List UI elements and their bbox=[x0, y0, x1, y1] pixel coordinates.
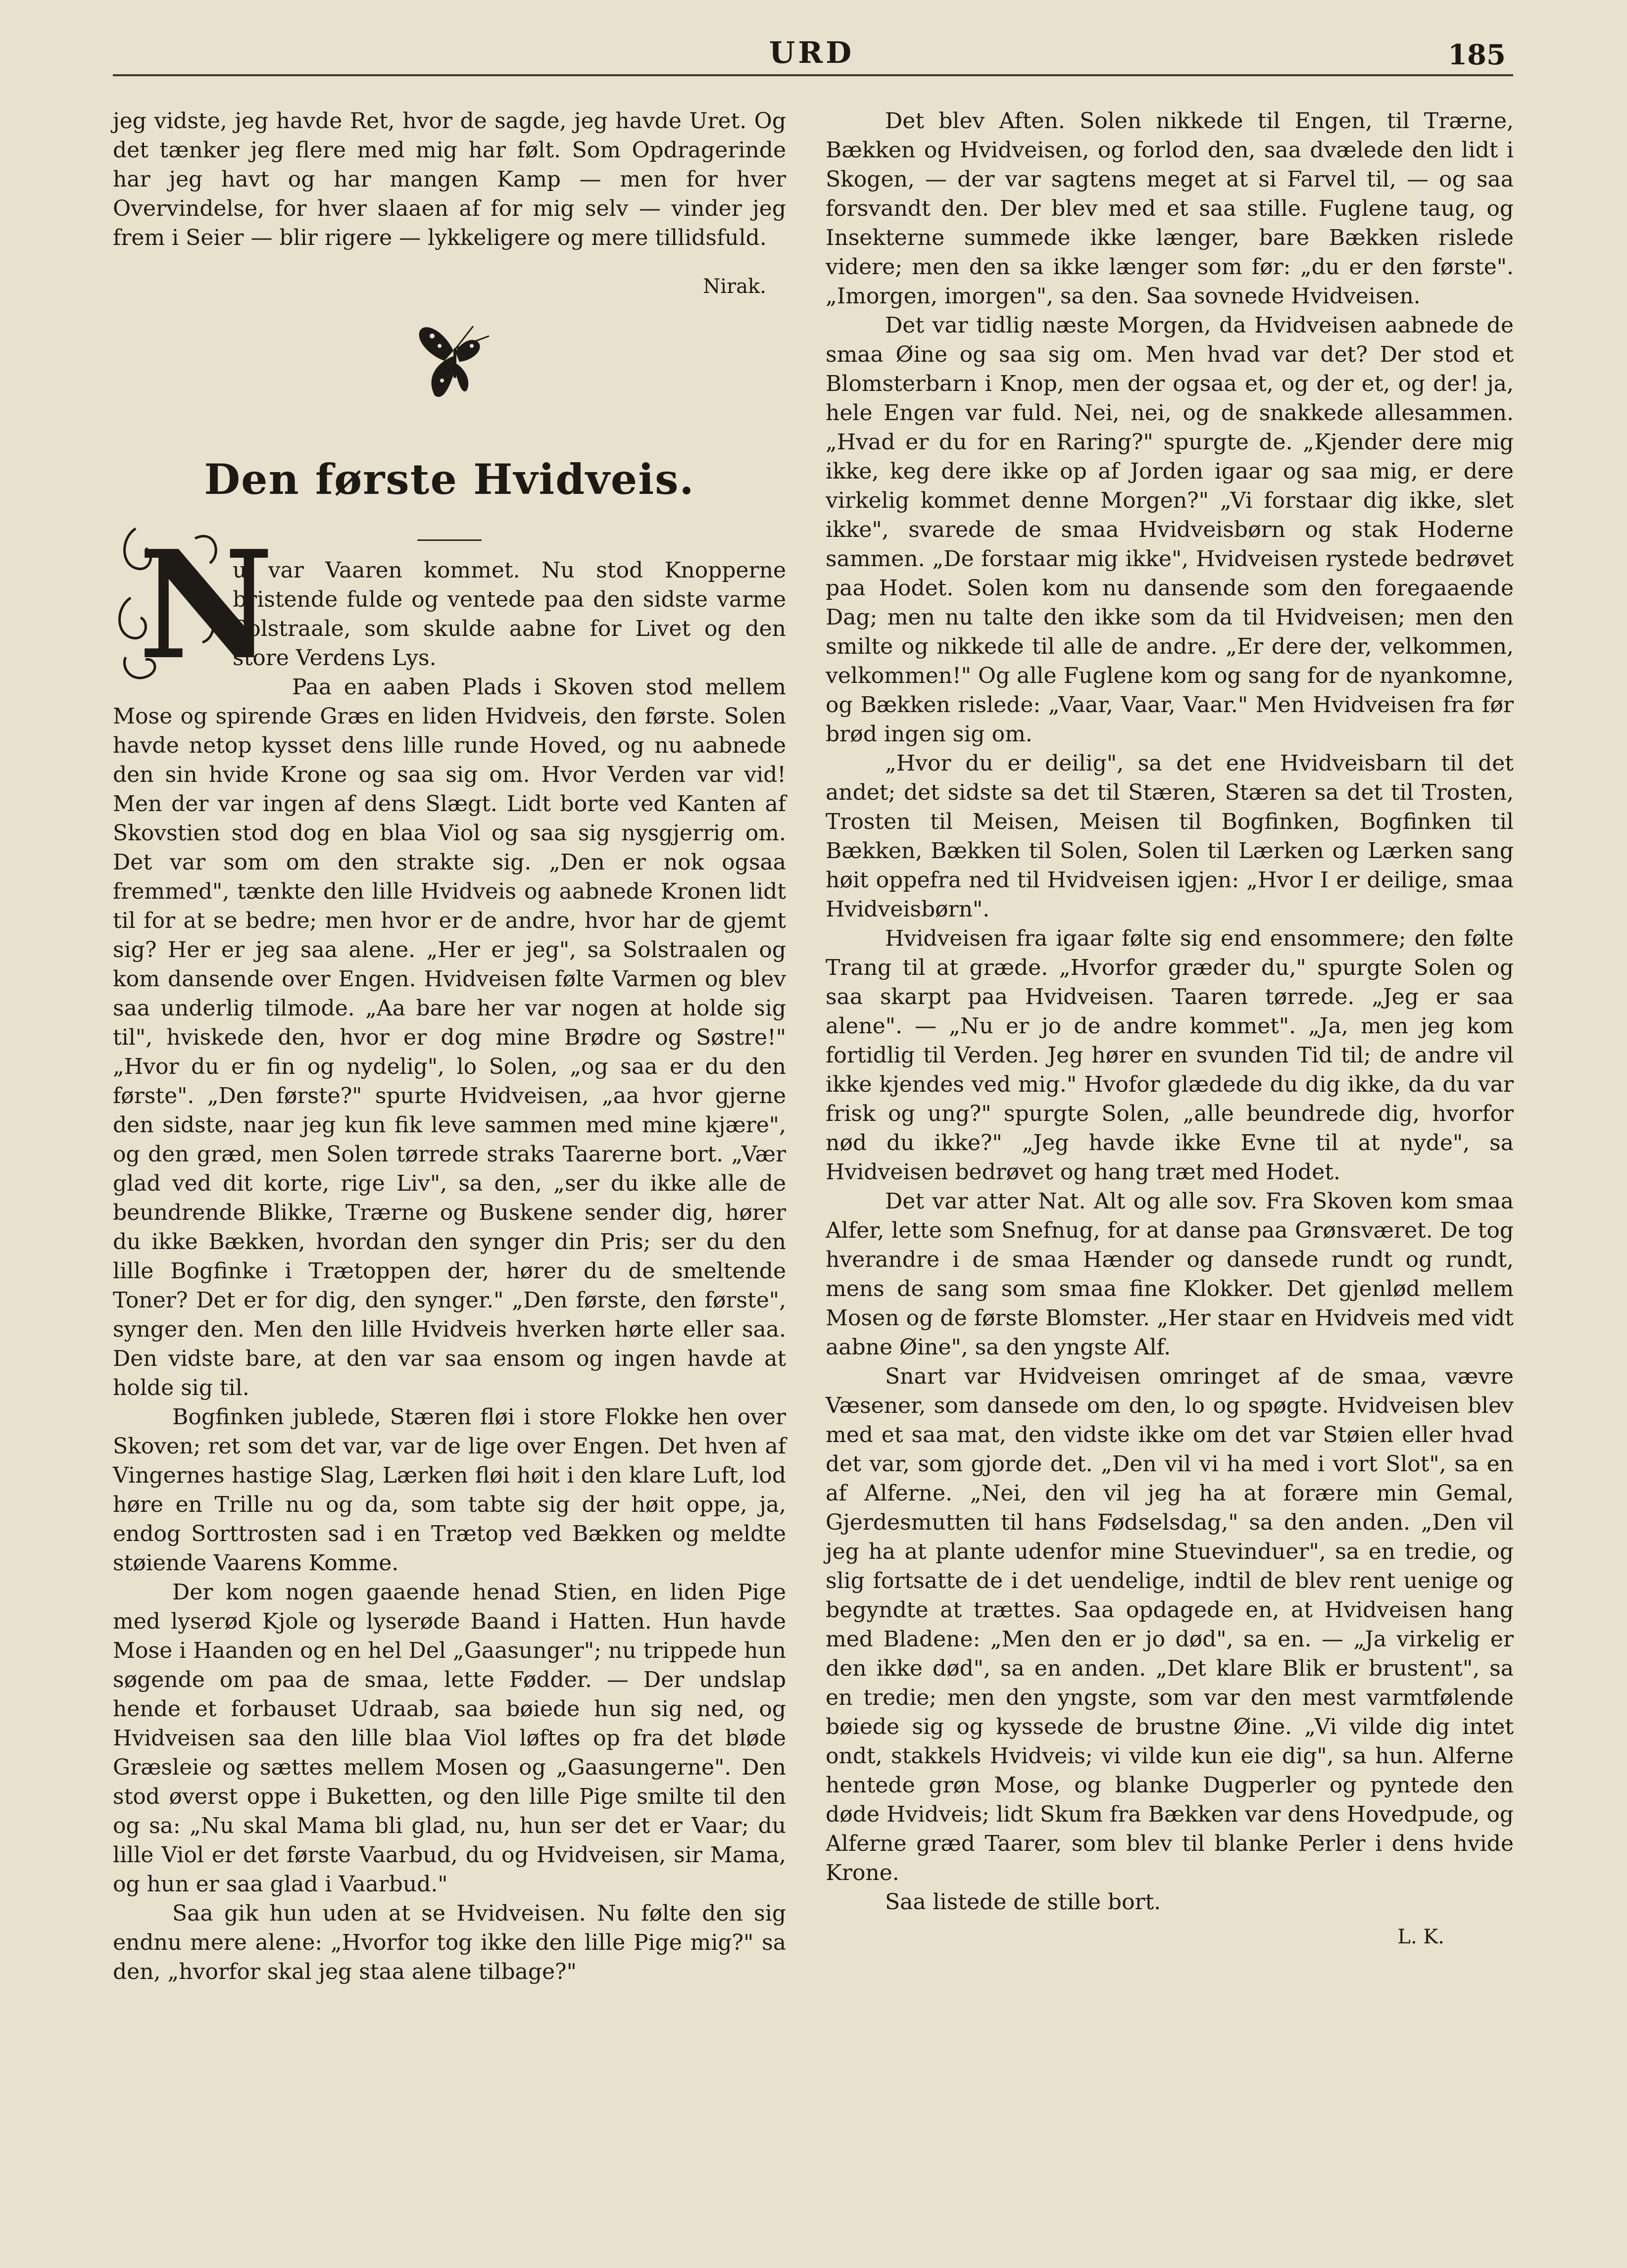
story-paragraph: „Hvor du er deilig", sa det ene Hvidveisbarn til det andet; det sidste sa det til Stæren, Stæren sa det til Trosten, Trosten til Meisen, Meisen til Bogfinken, Bogfinken til Bækken, Bækken til Solen, Solen til Lærken og Lærken sang høit oppefra ned til Hvidveisen igjen: „Hvor I er deilige, smaa Hvidveisbørn". bbox=[826, 751, 1514, 922]
story-paragraph: u var Vaaren kommet. Nu stod Knopperne bristende fulde og ventede paa den sidste varme Solstraale, som skulde aabne for Livet og den store Verdens Lys. bbox=[233, 558, 786, 671]
butterfly-icon bbox=[415, 321, 494, 405]
story-paragraph: Det var tidlig næste Morgen, da Hvidveisen aabnede de smaa Øine og saa sig om. Men hvad var det? Der stod et Blomsterbarn i Knop, men der ogsaa et, og der et, og der! ja, hele Engen var fuld. Nei, nei, og de snakkede allesammen. „Hvad er du for en Raring?" spurgte de. „Kjender dere mig ikke, keg dere ikke op af Jorden igaar og saa mig, er dere virkelig kommet denne Morgen?" „Vi forstaar dig ikke, slet ikke", svarede de smaa Hvidveisbørn og stak Hoderne sammen. „De forstaar mig ikke", Hvidveisen rystede bedrøvet paa Hodet. Solen kom nu dansende som den foregaaende Dag; men nu talte den ikke som da til Hvidveisen; men den smilte og nikkede til alle de andre. „Er dere der, velkommen, velkommen!" Og alle Fuglene kom og sang for de nyankomne, og Bækken rislede: „Vaar, Vaar, Vaar." Men Hvidveisen fra før brød ingen sig om. bbox=[826, 313, 1514, 747]
right-column bbox=[826, 106, 1514, 1952]
story-paragraph: Snart var Hvidveisen omringet af de smaa, vævre Væsener, som dansede om den, lo og spøgte. Hvidveisen blev med et saa mat, den vidste ikke om det var Støien eller hvad det var, som gjorde det. „Den vil vi ha med i vort Slot", sa en af Alferne. „Nei, den vil jeg ha at forære min Gemal, Gjerdesmutten til hans Fødselsdag," sa den anden. „Den vil jeg ha at plante udenfor mine Stuevinduer", sa en tredie, og slig fortsatte de i det uendelige, indtil de blev rent uenige og begyndte at trættes. Saa opdagede en, at Hvidveisen hang med Bladene: „Men den er jo død", sa en. — „Ja virkelig er den ikke død", sa en anden. „Det klare Blik er brustent", sa en tredie; men den yngste, som var den mest varmtfølende bøiede sig og kyssede de brustne Øine. „Vi vilde dig intet ondt, stakkels Hvidveis; vi vilde kun eie dig", sa hun. Alferne hentede grøn Mose, og blanke Dugperler og pyntede den døde Hvidveis; lidt Skum fra Bækken var dens Hovedpude, og Alferne græd Taarer, som blev til blanke Perler i dens hvide Krone. bbox=[826, 1364, 1514, 1885]
left-column bbox=[113, 106, 786, 1986]
story-paragraph: Det var atter Nat. Alt og alle sov. Fra Skoven kom smaa Alfer, lette som Snefnug, for at danse paa Grønsværet. De tog hverandre i de smaa Hænder og dansede rundt og rundt, mens de sang som smaa fine Klokker. Det gjenlød mellem Mosen og de første Blomster. „Her staar en Hvidveis med vidt aabne Øine", sa den yngste Alf. bbox=[826, 1189, 1514, 1360]
ornate-dropcap bbox=[116, 509, 274, 692]
dropcap-letter: N bbox=[138, 518, 274, 692]
story-paragraph: Saa listede de stille bort. bbox=[885, 1889, 1161, 1915]
story-paragraph: Bogfinken jublede, Stæren fløi i store Flokke hen over Skoven; ret som det var, var de lige over Engen. Det hven af Vingernes hastige Slag, Lærken fløi høit i den klare Luft, lod høre en Trille nu og da, som tabte sig der høit oppe, ja, endog Sorttrosten sad i en Trætop ved Bækken og meldte støiende Vaarens Komme. bbox=[113, 1404, 786, 1576]
story-start bbox=[113, 518, 786, 1986]
intro-signature: Nirak. bbox=[703, 275, 766, 298]
story-paragraph: Paa en aaben Plads i Skoven stod mellem Mose og spirende Græs en liden Hvidveis, den første. Solen havde netop kysset dens lille runde Hoved, og nu aabnede den sin hvide Krone og saa sig om. Hvor Verden var vid! Men der var ingen af dens Slægt. Lidt borte ved Kanten af Skovstien stod dog en blaa Viol og saa sig nysgjerrig om. Det var som om den strakte sig. „Den er nok ogsaa fremmed", tænkte den lille Hvidveis og aabnede Kronen lidt til for at se bedre; men hvor er de andre, hvor har de gjemt sig? Her er jeg saa alene. „Her er jeg", sa Solstraalen og kom dansende over Engen. Hvidveisen følte Varmen og blev saa underlig tilmode. „Aa bare her var nogen at holde sig til", hviskede den, hvor er dog mine Brødre og Søstre!" „Hvor du er fin og nydelig", lo Solen, „og saa er du den første". „Den første?" spurte Hvidveisen, „aa hvor gjerne den sidste, naar jeg kun fik leve sammen med mine kjære", og den græd, men Solen tørrede straks Taarerne bort. „Vær glad ved dit korte, rige Liv", sa den, „ser du ikke alle de beundrende Blikke, Trærne og Buskene sender dig, hører du ikke Bækken, hvordan den synger din Pris; ser du den lille Bogfinke i Trætoppen der, hører du de smeltende Toner? Det er for dig, den synger." „Den første, den første", synger den. Men den lille Hvidveis hverken hørte eller saa. Den vidste bare, at den var saa ensom og ingen havde at holde sig til. bbox=[113, 675, 786, 1400]
story-signature: L. K. bbox=[1397, 1926, 1444, 1948]
journal-title: URD bbox=[769, 36, 855, 70]
story-paragraph: Hvidveisen fra igaar følte sig end ensommere; den følte Trang til at græde. „Hvorfor græder du," spurgte Solen og saa skarpt paa Hvidveisen. Taaren tørrede. „Jeg er saa alene". — „Nu er jo de andre kommet". „Ja, men jeg kom fortidlig til Verden. Jeg hører en svunden Tid til; de andre vil ikke kjendes ved mig." Hvofor glædede du dig ikke, da du var frisk og ung?" spurgte Solen, „alle beundrede dig, hvorfor nød du ikke?" „Jeg havde ikke Evne til at nyde", sa Hvidveisen bedrøvet og hang træt med Hodet. bbox=[826, 926, 1514, 1185]
story-paragraph: Der kom nogen gaaende henad Stien, en liden Pige med lyserød Kjole og lyserøde Baand i Hatten. Hun havde Mose i Haanden og en hel Del „Gaasunger"; nu trippede hun søgende om paa de smaa, lette Fødder. — Der undslap hende et forbauset Udraab, saa bøiede hun sig ned, og Hvidveisen saa den lille blaa Viol løftes op fra det bløde Græsleie og sættes mellem Mosen og „Gaasungerne". Den stod øverst oppe i Buketten, og den lille Pige smilte til den og sa: „Nu skal Mama bli glad, nu, hun ser det er Vaar; du lille Viol er det første Vaarbud, du og Hvidveisen, sir Mama, og hun er saa glad i Vaarbud." bbox=[113, 1580, 786, 1897]
story-paragraph: Saa gik hun uden at se Hvidveisen. Nu følte den sig endnu mere alene: „Hvorfor tog ikke den lille Pige mig?" sa den, „hvorfor skal jeg staa alene tilbage?" bbox=[113, 1901, 786, 1984]
story-paragraph: Det blev Aften. Solen nikkede til Engen, til Trærne, Bækken og Hvidveisen, og forlod den, saa dvælede den lidt i Skogen, — der var sagtens meget at si Farvel til, — og saa forsvandt den. Der blev med et saa stille. Fuglene taug, og Insekterne summede ikke længer, bare Bækken rislede videre; men den sa ikke længer som før: „du er den første". „Imorgen, imorgen", sa den. Saa sovnede Hvidveisen. bbox=[826, 108, 1514, 309]
story-title: Den første Hvidveis. bbox=[204, 455, 695, 504]
intro-paragraph: jeg vidste, jeg havde Ret, hvor de sagde, jeg havde Uret. Og det tænker jeg flere med mig har følt. Som Opdragerinde har jeg havt og har mangen Kamp — men for hver Overvindelse, for hver slaaen af for mig selv — vinder jeg frem i Seier — blir rigere — lykkeligere og mere tillidsfuld. bbox=[113, 108, 786, 250]
header-rule bbox=[113, 74, 1513, 76]
title-rule bbox=[417, 539, 482, 541]
page-number: 185 bbox=[1448, 39, 1506, 71]
